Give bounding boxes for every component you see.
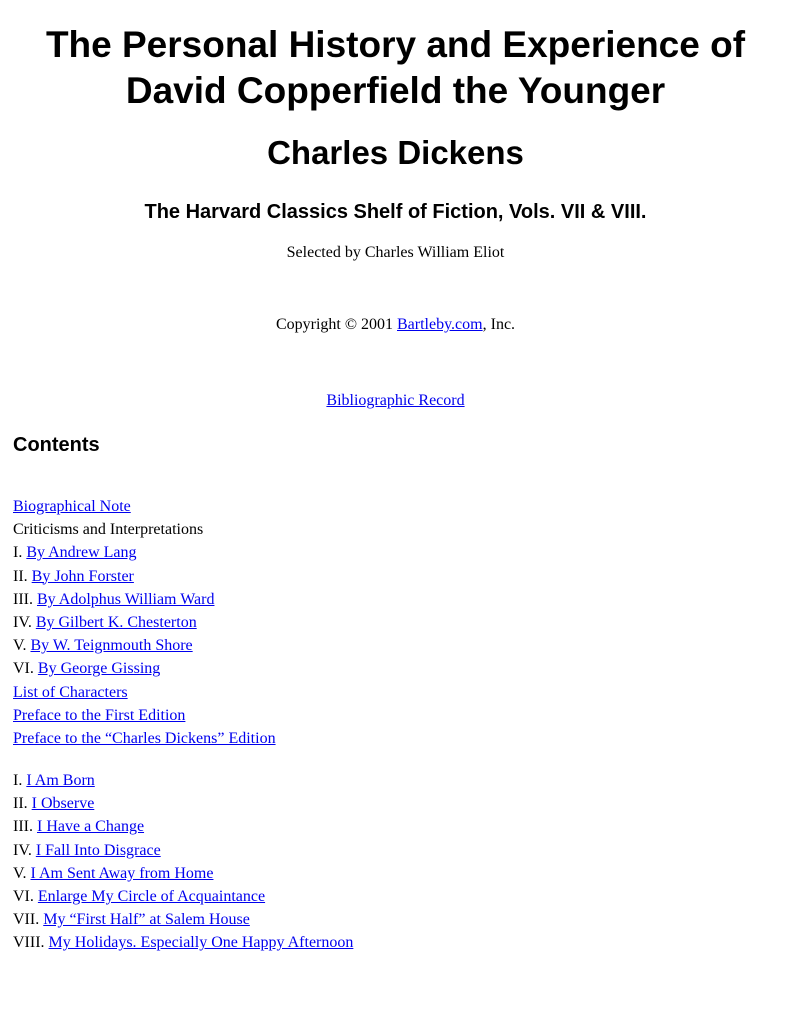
toc-chapters <box>13 769 353 955</box>
front-matter-entry <box>13 611 276 634</box>
chapter-link[interactable]: I Am Born <box>26 772 95 789</box>
bartleby-link[interactable]: Bartleby.com <box>397 316 483 333</box>
entry-numeral: III. <box>13 590 37 608</box>
copyright-suffix: , Inc. <box>482 316 516 333</box>
front-matter-link[interactable]: By John Forster <box>31 567 134 585</box>
chapter-entry <box>13 792 353 815</box>
entry-numeral: II. <box>13 567 32 585</box>
chapter-entry <box>13 839 353 862</box>
front-matter-entry <box>13 634 276 657</box>
entry-numeral: VIII. <box>13 934 49 952</box>
entry-numeral: Criticisms and Interpretations <box>13 521 204 539</box>
entry-numeral: V. <box>13 637 31 655</box>
entry-numeral: VII. <box>13 911 44 929</box>
front-matter-entry <box>13 704 276 727</box>
entry-numeral: VI. <box>13 660 38 678</box>
title-line-1: The Personal History and Experience of <box>45 24 746 65</box>
chapter-link[interactable]: I Have a Change <box>36 818 145 836</box>
bibliographic-record-link[interactable]: Bibliographic Record <box>326 392 465 409</box>
chapter-link[interactable]: I Fall Into Disgrace <box>35 841 161 859</box>
chapter-entry <box>13 885 353 908</box>
toc-front-matter <box>13 495 276 750</box>
bibliographic-record-line <box>0 390 791 412</box>
front-matter-link[interactable]: By W. Teignmouth Shore <box>30 637 193 655</box>
entry-numeral: II. <box>13 795 32 813</box>
front-matter-entry <box>13 541 276 564</box>
title-line-2: David Copperfield the Younger <box>125 70 666 111</box>
front-matter-entry <box>13 657 276 680</box>
front-matter-entry <box>13 727 276 750</box>
front-matter-link[interactable]: Preface to the “Charles Dickens” Edition <box>13 730 276 748</box>
front-matter-entry <box>13 495 276 518</box>
series-subtitle: The Harvard Classics Shelf of Fiction, Vols. VII & VIII. <box>144 201 647 223</box>
chapter-entry <box>13 769 353 792</box>
chapter-entry <box>13 815 353 838</box>
editor-credit: Selected by Charles William Eliot <box>286 244 505 261</box>
chapter-link[interactable]: Enlarge My Circle of Acquaintance <box>37 888 266 906</box>
entry-numeral: III. <box>13 818 37 836</box>
entry-numeral: I. <box>13 772 27 789</box>
chapter-link[interactable]: I Observe <box>31 795 95 813</box>
entry-numeral: I. <box>13 544 27 562</box>
chapter-link[interactable]: I Am Sent Away from Home <box>30 864 214 882</box>
chapter-link[interactable]: My Holidays. Especially One Happy Afternoon <box>48 934 354 952</box>
chapter-entry <box>13 908 353 931</box>
front-matter-entry <box>13 681 276 704</box>
front-matter-link[interactable]: Biographical Note <box>13 498 131 515</box>
entry-numeral: IV. <box>13 841 36 859</box>
contents-heading: Contents <box>13 434 100 456</box>
front-matter-link[interactable]: By George Gissing <box>37 660 161 678</box>
copyright-notice <box>0 314 791 336</box>
front-matter-entry <box>13 518 276 541</box>
entry-numeral: VI. <box>13 888 38 906</box>
entry-numeral: V. <box>13 864 31 882</box>
chapter-entry <box>13 862 353 885</box>
front-matter-link[interactable]: Preface to the First Edition <box>13 706 186 724</box>
front-matter-link[interactable]: List of Characters <box>13 683 128 701</box>
front-matter-entry <box>13 565 276 588</box>
front-matter-link[interactable]: By Adolphus William Ward <box>36 590 215 608</box>
chapter-link[interactable]: My “First Half” at Salem House <box>43 911 250 929</box>
front-matter-entry <box>13 588 276 611</box>
entry-numeral: IV. <box>13 614 36 632</box>
copyright-prefix: Copyright © 2001 <box>275 316 397 333</box>
author-name: Charles Dickens <box>267 134 524 171</box>
chapter-entry <box>13 931 353 954</box>
front-matter-link[interactable]: By Andrew Lang <box>26 544 137 562</box>
front-matter-link[interactable]: By Gilbert K. Chesterton <box>35 614 197 632</box>
